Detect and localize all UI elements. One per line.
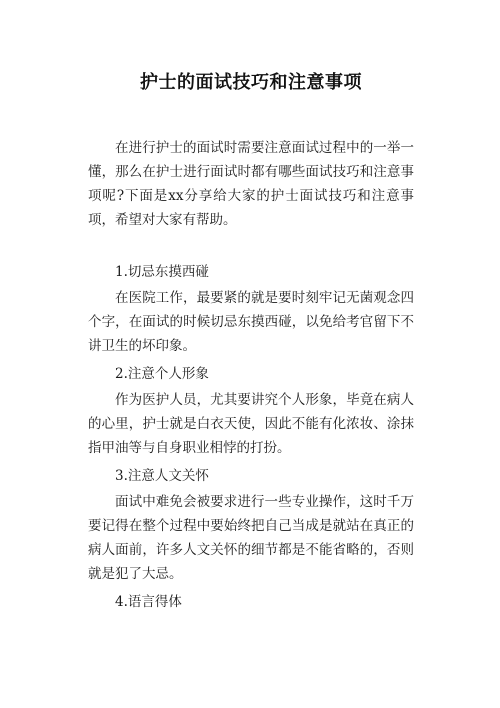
document-title: 护士的面试技巧和注意事项 [140, 72, 362, 93]
section-body: 作为医护人员，尤其要讲究个人形象，毕竟在病人的心里，护士就是白衣天使，因此不能有化浓妆、涂抹指甲油等与自身职业相悖的打扮。 [88, 392, 414, 456]
section-3 [88, 462, 414, 588]
section-body: 面试中难免会被要求进行一些专业操作，这时千万要记得在整个过程中要始终把自己当成是就站在真正的病人面前，许多人文关怀的细节都是不能省略的，否则就是犯了大忌。 [88, 494, 414, 582]
section-heading: 1.切忌东摸西碰 [115, 264, 209, 280]
section-heading: 2.注意个人形象 [115, 366, 209, 382]
intro-paragraph: 在进行护士的面试时需要注意面试过程中的一举一懂，那么在护士进行面试时都有哪些面试技巧和注意事项呢?下面是xx分享给大家的护士面试技巧和注意事项，希望对大家有帮助。 [88, 140, 414, 228]
sections-container [88, 258, 414, 616]
section-heading: 4.语言得体 [115, 594, 182, 610]
section-heading: 3.注意人文关怀 [115, 468, 209, 484]
section-1 [88, 258, 414, 360]
section-4 [88, 588, 414, 616]
section-body: 在医院工作，最要紧的就是要时刻牢记无菌观念四个字，在面试的时候切忌东摸西碰，以免给考官留下不讲卫生的坏印象。 [88, 290, 414, 354]
section-2 [88, 360, 414, 462]
